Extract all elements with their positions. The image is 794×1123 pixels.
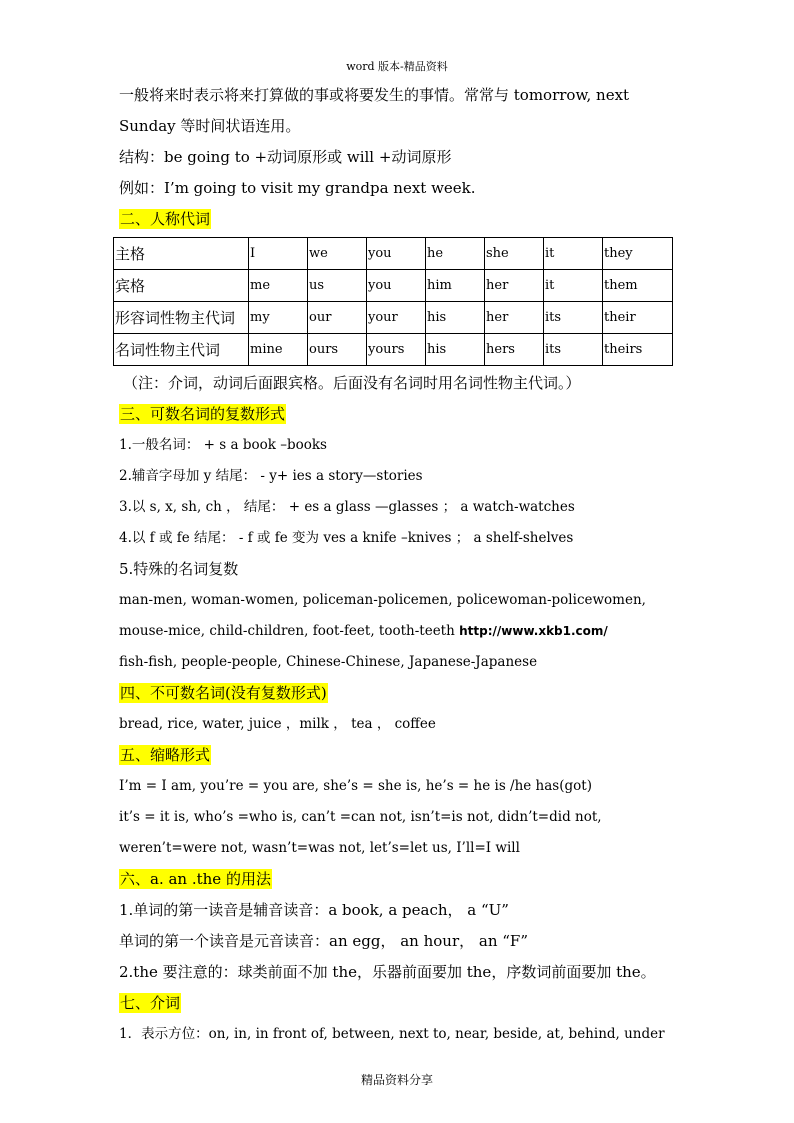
table-cell: I <box>249 238 308 270</box>
plural-rule-4: 4.以 f 或 fe 结尾： - f 或 fe 变为 ves a knife –knives ； a shelf-shelves <box>119 530 574 546</box>
table-cell: our <box>308 302 367 334</box>
article-rule-3: 2.the 要注意的：球类前面不加 the，乐器前面要加 the，序数词前面要加 the。 <box>119 963 656 981</box>
special-plurals-text: mouse-mice, child-children, foot-feet, tooth-teeth <box>119 623 455 639</box>
row-label: 宾格 <box>114 270 249 302</box>
table-cell: hers <box>485 334 544 366</box>
contractions-line-2: it’s = it is, who’s =who is, can’t =can not, isn’t=is not, didn’t=did not, <box>119 809 602 825</box>
table-cell: your <box>367 302 426 334</box>
contractions-line-3: weren’t=were not, wasn’t=was not, let’s=let us, I’ll=I will <box>119 840 520 856</box>
pronoun-table <box>113 237 673 366</box>
plural-rule-1: 1.一般名词： + s a book –books <box>119 437 327 453</box>
article-rule-1: 1.单词的第一读音是辅音读音：a book, a peach， a “U” <box>119 901 509 919</box>
document-body <box>115 80 679 1050</box>
section-7-title: 七、介词 <box>120 994 181 1012</box>
table-cell: you <box>367 270 426 302</box>
table-cell: theirs <box>603 334 673 366</box>
table-cell: they <box>603 238 673 270</box>
table-cell: she <box>485 238 544 270</box>
table-cell: her <box>485 302 544 334</box>
intro-line-2: Sunday 等时间状语连用。 <box>119 117 301 135</box>
table-cell: yours <box>367 334 426 366</box>
table-row <box>114 238 673 270</box>
section-5-title: 五、缩略形式 <box>120 746 211 764</box>
special-plurals-line-3: fish-fish, people-people, Chinese-Chinese, Japanese-Japanese <box>119 654 538 670</box>
table-cell: her <box>485 270 544 302</box>
special-plurals-line-1: man-men, woman-women, policeman-policemen, policewoman-policewomen, <box>119 592 646 608</box>
table-cell: his <box>426 302 485 334</box>
table-row <box>114 334 673 366</box>
row-label: 形容词性物主代词 <box>114 302 249 334</box>
contractions-line-1: I’m = I am, you’re = you are, she’s = she is, he’s = he is /he has(got) <box>119 778 592 794</box>
structure-line: 结构：be going to +动词原形或 will +动词原形 <box>119 148 452 166</box>
website-link[interactable]: http://www.xkb1.com/ <box>459 624 608 638</box>
page-footer: 精品资料分享 <box>360 1073 433 1087</box>
row-label: 主格 <box>114 238 249 270</box>
table-cell: you <box>367 238 426 270</box>
table-cell: ours <box>308 334 367 366</box>
section-6-title: 六、a. an .the 的用法 <box>120 870 271 888</box>
table-cell: him <box>426 270 485 302</box>
article-rule-2: 单词的第一个读音是元音读音：an egg， an hour， an “F” <box>119 932 529 950</box>
table-cell: us <box>308 270 367 302</box>
table-cell: me <box>249 270 308 302</box>
table-cell: them <box>603 270 673 302</box>
section-2-title: 二、人称代词 <box>120 210 211 228</box>
intro-line-1: 一般将来时表示将来打算做的事或将要发生的事情。常常与 tomorrow, next <box>119 86 630 104</box>
section-2-heading <box>119 204 679 235</box>
section-3-title: 三、可数名词的复数形式 <box>120 405 286 423</box>
table-cell: he <box>426 238 485 270</box>
table-cell: mine <box>249 334 308 366</box>
table-cell: his <box>426 334 485 366</box>
special-plurals-line-2 <box>119 616 679 647</box>
table-cell: we <box>308 238 367 270</box>
table-row <box>114 302 673 334</box>
table-cell: its <box>544 334 603 366</box>
section-5-heading <box>119 740 679 771</box>
section-7-heading <box>119 988 679 1019</box>
section-4-heading <box>119 678 679 709</box>
table-cell: it <box>544 270 603 302</box>
section-4-title: 四、不可数名词(没有复数形式) <box>120 684 327 702</box>
table-cell: it <box>544 238 603 270</box>
row-label: 名词性物主代词 <box>114 334 249 366</box>
plural-rule-3: 3.以 s, x, sh, ch ， 结尾： + es a glass —glasses ； a watch-watches <box>119 499 575 515</box>
table-cell: their <box>603 302 673 334</box>
table-cell: my <box>249 302 308 334</box>
example-line: 例如：I’m going to visit my grandpa next week. <box>119 179 476 197</box>
uncountable-nouns: bread, rice, water, juice ，milk ， tea ， coffee <box>119 716 436 732</box>
table-row <box>114 270 673 302</box>
preposition-line-1: 1．表示方位：on, in, in front of, between, next to, near, beside, at, behind, under <box>119 1026 665 1042</box>
section-6-heading <box>119 864 679 895</box>
table-cell: its <box>544 302 603 334</box>
page-header: word 版本-精品资料 <box>346 60 448 73</box>
section-3-heading <box>119 399 679 430</box>
plural-rule-5: 5.特殊的名词复数 <box>119 560 239 578</box>
pronoun-note: （注：介词，动词后面跟宾格。后面没有名词时用名词性物主代词。） <box>123 374 581 392</box>
plural-rule-2: 2.辅音字母加 y 结尾： - y+ ies a story—stories <box>119 468 423 484</box>
